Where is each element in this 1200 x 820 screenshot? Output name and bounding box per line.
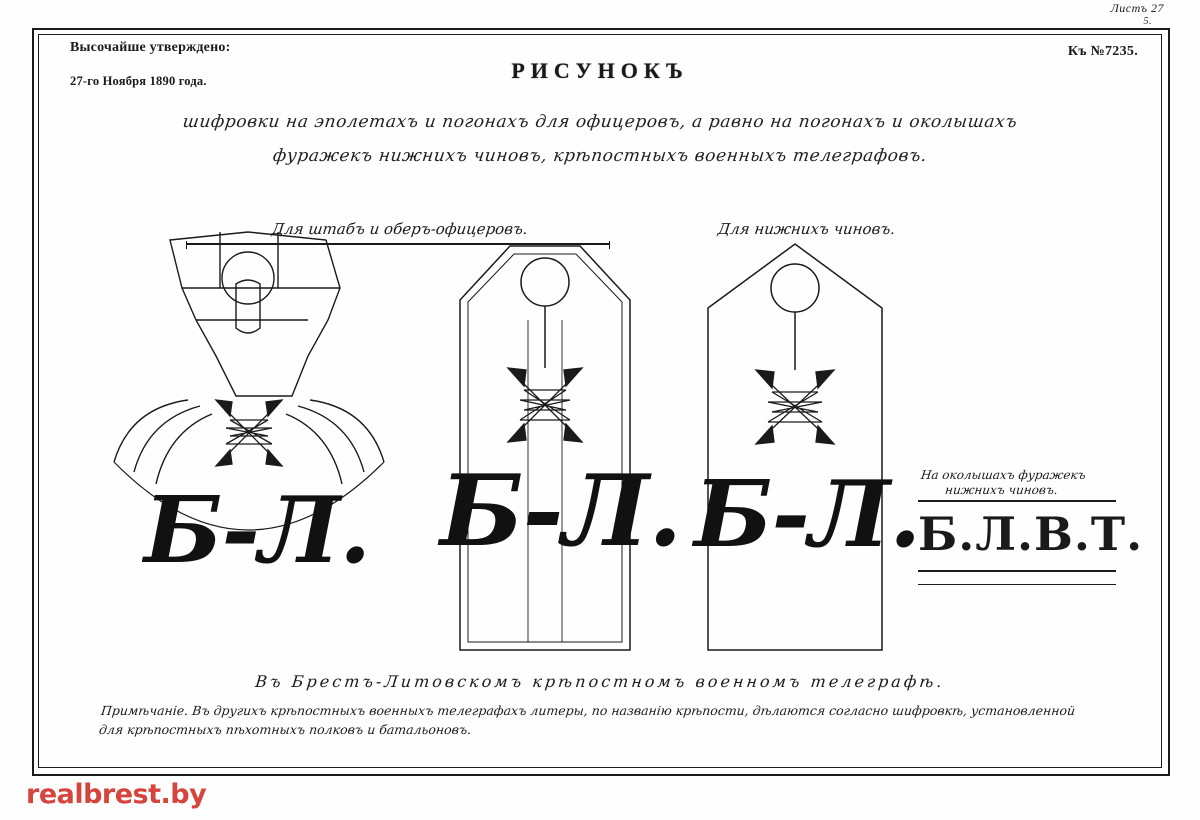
footnote: Примѣчаніе. Въ другихъ крѣпостныхъ военныхъ телеграфахъ литеры, по названію крѣпости, дѣлаются согласно шифровкѣ, установленной для крѣпостныхъ пѣхотныхъ полковъ и батальоновъ. xyxy=(98,703,1076,737)
capband-plate xyxy=(918,500,1144,585)
subtitle-line-1: шифровки на эполетахъ и погонахъ для офицеровъ, а равно на погонахъ и околышахъ xyxy=(181,112,1019,132)
approval-label: Высочайше утверждено: xyxy=(70,40,231,55)
caption-lower-ranks: Для нижнихъ чиновъ. xyxy=(716,220,897,238)
sheet-number xyxy=(1111,2,1164,27)
monogram-shoulder-board-lower-rank: Б-Л. xyxy=(694,460,921,568)
monogram-shoulder-board-officer: Б-Л. xyxy=(440,454,682,569)
subtitle-line-2: фуражекъ нижнихъ чиновъ, крѣпостныхъ военныхъ телеграфовъ. xyxy=(271,146,929,166)
capband-rule-bottom-2 xyxy=(918,584,1116,585)
document-reference: Къ №7235. xyxy=(1067,44,1138,59)
caption-officers: Для штабъ и оберъ-офицеровъ. xyxy=(270,220,529,238)
watermark: realbrest.by xyxy=(26,779,207,810)
shoulder-board-lower-rank-drawing xyxy=(700,238,890,654)
figure-shoulder-board-officer xyxy=(440,238,682,654)
bottom-caption: Въ Брестъ-Литовскомъ крѣпостномъ военномъ телеграфѣ. xyxy=(254,672,946,691)
page-title: РИСУНОКЪ xyxy=(511,58,689,83)
sheet-number-sub: 5. xyxy=(1143,15,1152,27)
capband-letters: Б.Л.В.Т. xyxy=(918,507,1144,561)
monogram-epaulette-officer: Б-Л. xyxy=(144,476,371,584)
approval-date: 27-го Ноября 1890 года. xyxy=(70,74,207,88)
figure-shoulder-board-lower-rank xyxy=(694,238,921,654)
caption-capband-line-2: нижнихъ чиновъ. xyxy=(944,483,1059,497)
caption-capband-line-1: На околышахъ фуражекъ xyxy=(920,468,1087,482)
sheet-number-label: Листъ 27 xyxy=(1110,1,1164,15)
figure-epaulette-officer xyxy=(96,228,426,638)
caption-capband xyxy=(918,468,1086,498)
shoulder-board-officer-drawing xyxy=(450,238,640,654)
